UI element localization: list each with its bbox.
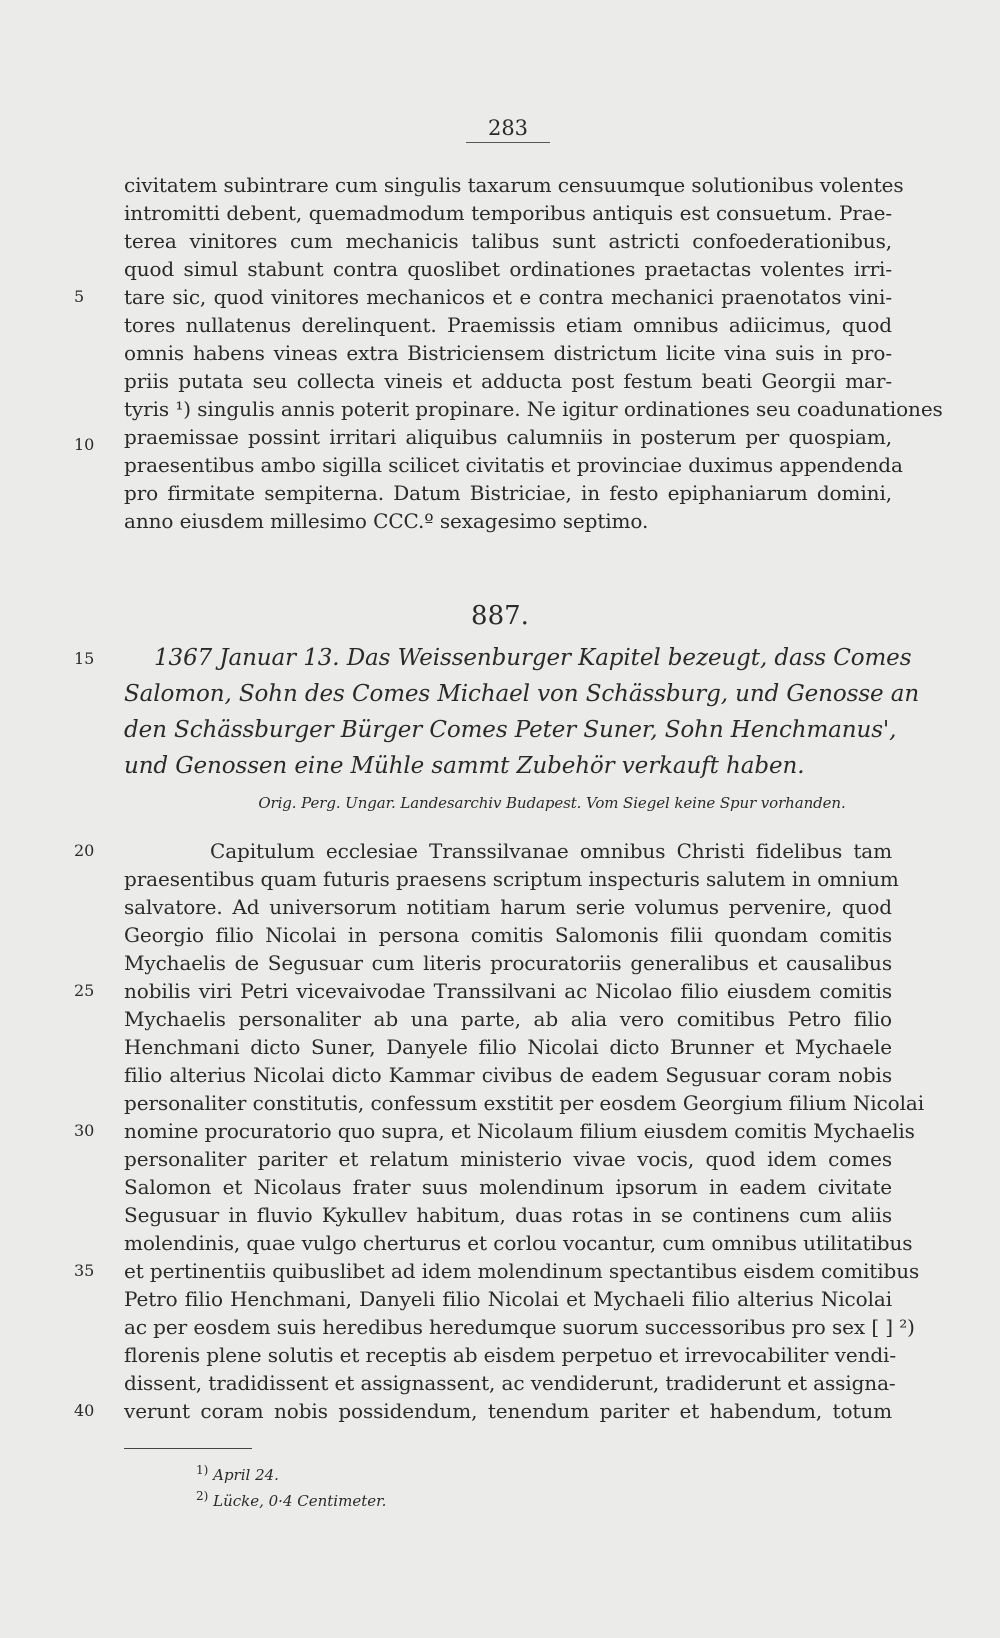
footnote: $^{2)}$ Lücke, 0·4 Centimeter. — [196, 1489, 387, 1510]
page-number: 283 — [466, 114, 550, 143]
text-line: verunt coram nobis possidendum, tenendum pariter et habendum, totum — [124, 1399, 892, 1423]
regest-line: 1367 Januar 13. Das Weissenburger Kapitel bezeugt, dass Comes — [154, 645, 912, 671]
text-line: civitatem subintrare cum singulis taxarum censuumque solutionibus volentes — [124, 173, 904, 197]
text-line: quod simul stabunt contra quoslibet ordinationes praetactas volentes irri- — [124, 257, 892, 281]
source-note: Orig. Perg. Ungar. Landesarchiv Budapest. Vom Siegel keine Spur vorhanden. — [258, 794, 846, 812]
text-line: Henchmani dicto Suner, Danyele filio Nicolai dicto Brunner et Mychaele — [124, 1035, 892, 1059]
text-line: nomine procuratorio quo supra, et Nicolaum filium eiusdem comitis Mychaelis — [124, 1119, 915, 1143]
text-line: Mychaelis de Segusuar cum literis procuratoriis generalibus et causalibus — [124, 951, 892, 975]
footnote-mark: 1 — [196, 1463, 204, 1477]
text-line: dissent, tradidissent et assignassent, ac vendiderunt, tradiderunt et assigna- — [124, 1371, 896, 1395]
line-number: 40 — [74, 1401, 95, 1420]
line-number: 20 — [74, 841, 95, 860]
text-line: Segusuar in fluvio Kykullev habitum, duas rotas in se continens cum aliis — [124, 1203, 892, 1227]
text-line: priis putata seu collecta vineis et adducta post festum beati Georgii mar- — [124, 369, 892, 393]
line-number: 35 — [74, 1261, 95, 1280]
regest-line: Salomon, Sohn des Comes Michael von Schässburg, und Genosse an — [124, 681, 920, 707]
text-line: florenis plene solutis et receptis ab eisdem perpetuo et irrevocabiliter vendi- — [124, 1343, 897, 1367]
text-line: terea vinitores cum mechanicis talibus sunt astricti confoederationibus, — [124, 229, 892, 253]
footnote: $^{1)}$ April 24. — [196, 1463, 279, 1484]
text-line: Capitulum ecclesiae Transsilvanae omnibus Christi fidelibus tam — [210, 839, 892, 863]
text-line: Petro filio Henchmani, Danyeli filio Nicolai et Mychaeli filio alterius Nicolai — [124, 1287, 892, 1311]
text-line: salvatore. Ad universorum notitiam harum serie volumus pervenire, quod — [124, 895, 892, 919]
text-line: tyris ¹) singulis annis poterit propinare. Ne igitur ordinationes seu coadunationes — [124, 397, 943, 421]
text-line: anno eiusdem millesimo CCC.º sexagesimo septimo. — [124, 509, 649, 533]
text-line: tores nullatenus derelinquent. Praemissis etiam omnibus adiicimus, quod — [124, 313, 892, 337]
footnote-text: Lücke, 0·4 Centimeter. — [213, 1492, 387, 1510]
footnote-mark: 2 — [196, 1489, 204, 1503]
text-line: tare sic, quod vinitores mechanicos et e contra mechanici praenotatos vini- — [124, 285, 892, 309]
footnote-divider — [124, 1448, 252, 1449]
text-line: Mychaelis personaliter ab una parte, ab alia vero comitibus Petro filio — [124, 1007, 892, 1031]
footnote-text: April 24. — [213, 1466, 279, 1484]
text-line: praemissae possint irritari aliquibus calumniis in posterum per quospiam, — [124, 425, 892, 449]
line-number: 15 — [74, 649, 95, 668]
line-number: 30 — [74, 1121, 95, 1140]
line-number: 10 — [74, 435, 95, 454]
text-line: filio alterius Nicolai dicto Kammar civibus de eadem Segusuar coram nobis — [124, 1063, 892, 1087]
text-line: pro firmitate sempiterna. Datum Bistriciae, in festo epiphaniarum domini, — [124, 481, 892, 505]
text-line: nobilis viri Petri vicevaivodae Transsilvani ac Nicolao filio eiusdem comitis — [124, 979, 892, 1003]
text-line: molendinis, quae vulgo cherturus et corlou vocantur, cum omnibus utilitatibus — [124, 1231, 913, 1255]
regest-line: und Genossen eine Mühle sammt Zubehör verkauft haben. — [124, 753, 805, 779]
line-number: 25 — [74, 981, 95, 1000]
text-line: Salomon et Nicolaus frater suus molendinum ipsorum in eadem civitate — [124, 1175, 892, 1199]
line-number: 5 — [74, 287, 85, 306]
text-line: praesentibus ambo sigilla scilicet civitatis et provinciae duximus appendenda — [124, 453, 903, 477]
text-line: personaliter pariter et relatum ministerio vivae vocis, quod idem comes — [124, 1147, 892, 1171]
text-line: et pertinentiis quibuslibet ad idem molendinum spectantibus eisdem comitibus — [124, 1259, 920, 1283]
regest-line: den Schässburger Bürger Comes Peter Suner, Sohn Henchmanus', — [124, 717, 897, 743]
document-number: 887. — [471, 601, 529, 631]
text-line: intromitti debent, quemadmodum temporibus antiquis est consuetum. Prae- — [124, 201, 892, 225]
text-line: praesentibus quam futuris praesens scriptum inspecturis salutem in omnium — [124, 867, 899, 891]
text-line: ac per eosdem suis heredibus heredumque suorum successoribus pro sex [ ] ²) — [124, 1315, 915, 1339]
text-line: Georgio filio Nicolai in persona comitis Salomonis filii quondam comitis — [124, 923, 892, 947]
text-line: omnis habens vineas extra Bistriciensem districtum licite vina suis in pro- — [124, 341, 892, 365]
text-line: personaliter constitutis, confessum exstitit per eosdem Georgium filium Nicolai — [124, 1091, 925, 1115]
